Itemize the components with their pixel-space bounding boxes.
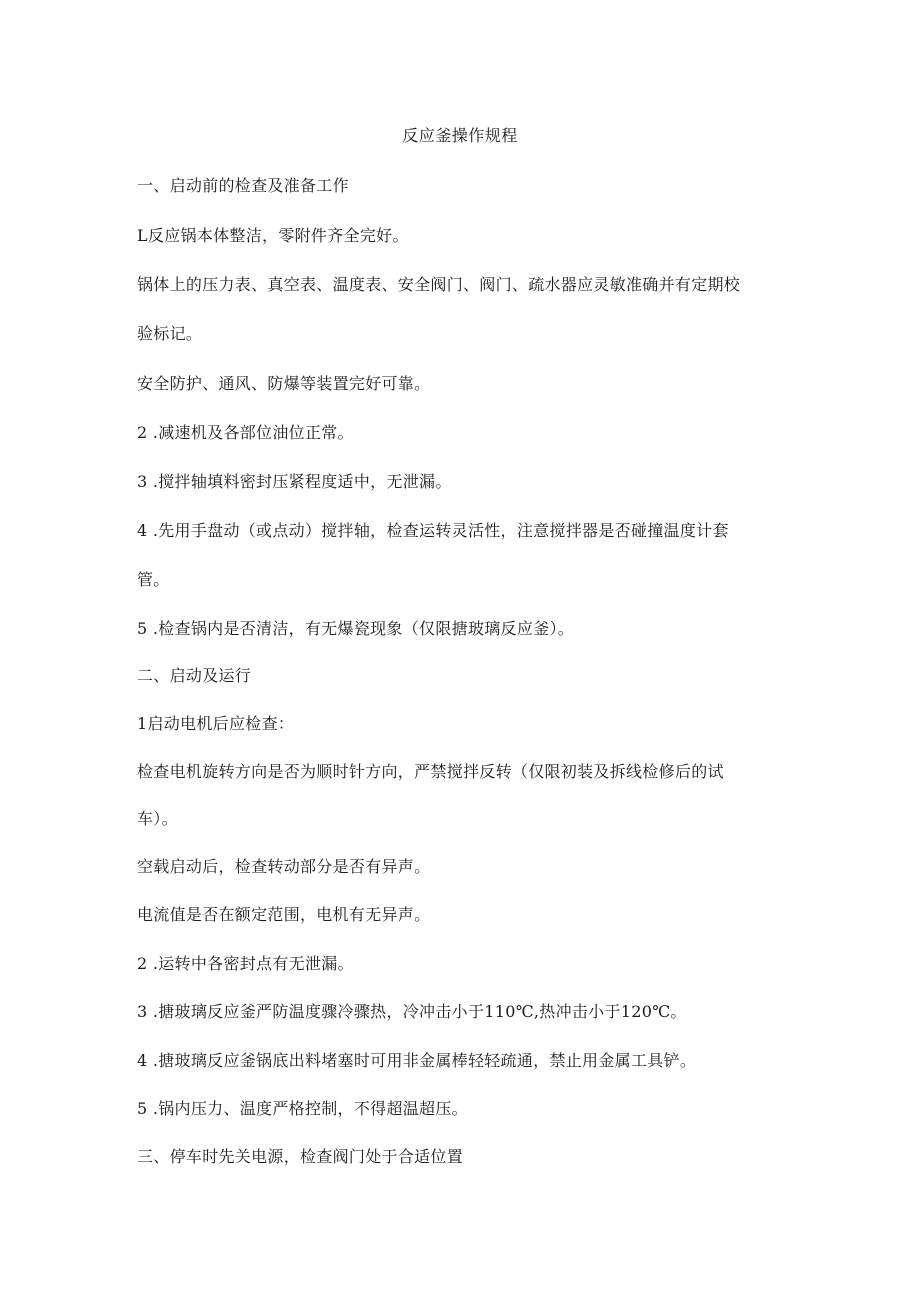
- section-heading-2: 二、启动及运行: [137, 666, 252, 685]
- section-heading-3: 三、停车时先关电源，检查阀门处于合适位置: [137, 1147, 464, 1166]
- paragraph-line: 3 .搅拌轴填料密封压紧程度适中，无泄漏。: [137, 472, 452, 491]
- paragraph-line: 锅体上的压力表、真空表、温度表、安全阀门、阀门、疏水器应灵敏准确并有定期校: [137, 275, 741, 294]
- paragraph-line: 检查电机旋转方向是否为顺时针方向，严禁搅拌反转（仅限初装及拆线检修后的试: [137, 762, 724, 781]
- document-title: 反应釜操作规程: [402, 126, 518, 145]
- paragraph-line: 车）。: [137, 809, 178, 828]
- paragraph-line: 4 .先用手盘动（或点动）搅拌轴，检查运转灵活性，注意搅拌器是否碰撞温度计套: [137, 521, 729, 540]
- paragraph-line: L反应锅本体整洁，零附件齐全完好。: [137, 226, 409, 245]
- paragraph-line: 5 .检查锅内是否清洁，有无爆瓷现象（仅限搪玻璃反应釜）。: [137, 619, 575, 638]
- paragraph-line: 5 .锅内压力、温度严格控制，不得超温超压。: [137, 1099, 468, 1118]
- section-heading-1: 一、启动前的检查及准备工作: [137, 176, 349, 195]
- paragraph-line: 空载启动后，检查转动部分是否有异声。: [137, 857, 431, 876]
- paragraph-line: 安全防护、通风、防爆等装置完好可靠。: [137, 374, 431, 393]
- paragraph-line: 3 .搪玻璃反应釜严防温度骤冷骤热，冷冲击小于110℃,热冲击小于120℃。: [137, 1002, 687, 1021]
- paragraph-line: 2 .减速机及各部位油位正常。: [137, 423, 354, 442]
- paragraph-line: 电流值是否在额定范围，电机有无异声。: [137, 905, 431, 924]
- paragraph-line: 管。: [137, 570, 170, 589]
- paragraph-line: 验标记。: [137, 324, 203, 343]
- paragraph-line: 2 .运转中各密封点有无泄漏。: [137, 954, 354, 973]
- paragraph-line: 1启动电机后应检查：: [137, 714, 295, 733]
- paragraph-line: 4 .搪玻璃反应釜锅底出料堵塞时可用非金属棒轻轻疏通，禁止用金属工具铲。: [137, 1051, 697, 1070]
